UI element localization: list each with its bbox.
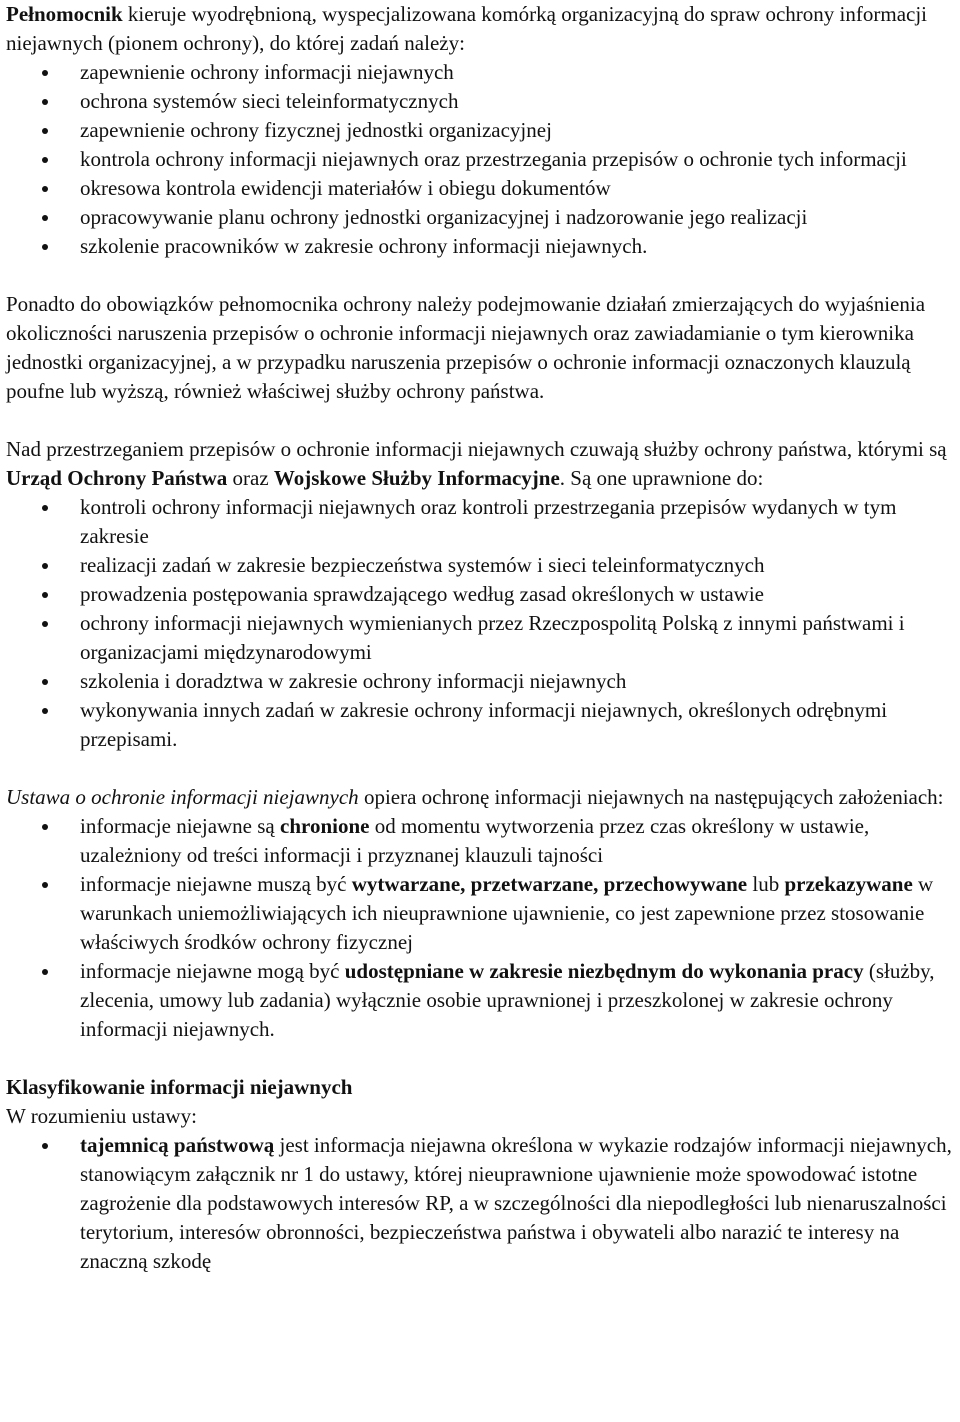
state-services-text-2: oraz: [227, 466, 274, 490]
state-services-text-3: . Są one uprawnione do:: [559, 466, 764, 490]
item-emphasis: chronione: [280, 814, 370, 838]
item-text: jest informacja niejawna określona w wykazie rodzajów informacji niejawnych, stanowiącym załącznik nr 1 do ustawy, której nieuprawnione ujawnienie może spowodować istotne zagrożenie dla podstawowych interesów RP, a w szczególności dla niepodległości lub nienaruszalności terytorium, interesów obronności, bezpieczeństwa państwa i obywateli albo narazić te interesy na znaczną szkodę: [80, 1133, 952, 1273]
list-item: zapewnienie ochrony informacji niejawnych: [6, 58, 954, 87]
item-text: informacje niejawne muszą być: [80, 872, 352, 896]
paragraph-spacer: [6, 406, 954, 435]
list-item: okresowa kontrola ewidencji materiałów i obiegu dokumentów: [6, 174, 954, 203]
paragraph-spacer: [6, 754, 954, 783]
pelnomocnik-paragraph: [6, 0, 954, 58]
item-emphasis: udostępniane w zakresie niezbędnym do wykonania pracy: [344, 959, 864, 983]
act-title: Ustawa o ochronie informacji niejawnych: [6, 785, 359, 809]
list-item: opracowywanie planu ochrony jednostki organizacyjnej i nadzorowanie jego realizacji: [6, 203, 954, 232]
item-emphasis: przekazywane: [784, 872, 913, 896]
list-item: szkolenia i doradztwa w zakresie ochrony informacji niejawnych: [6, 667, 954, 696]
principles-list: [6, 812, 954, 1044]
item-text: (służby, zlecenia, umowy lub zadania) wyłącznie osobie uprawnionej i przeszkolonej w zakresie ochrony informacji niejawnych.: [80, 959, 935, 1041]
classification-intro: W rozumieniu ustawy:: [6, 1104, 197, 1128]
pelnomocnik-duties-list: [6, 58, 954, 261]
item-text: informacje niejawne mogą być: [80, 959, 345, 983]
list-item: [6, 812, 954, 870]
classification-heading: Klasyfikowanie informacji niejawnych: [6, 1075, 353, 1099]
state-services-paragraph: [6, 435, 954, 493]
pelnomocnik-term: Pełnomocnik: [6, 2, 123, 26]
pelnomocnik-intro-text: kieruje wyodrębnioną, wyspecjalizowana komórką organizacyjną do spraw ochrony informacji niejawnych (pionem ochrony), do której zadań należy:: [6, 2, 928, 55]
classification-list: [6, 1131, 954, 1276]
list-item: [6, 957, 954, 1044]
list-item: prowadzenia postępowania sprawdzającego według zasad określonych w ustawie: [6, 580, 954, 609]
item-text: informacje niejawne są: [80, 814, 280, 838]
paragraph-spacer: [6, 261, 954, 290]
services-powers-list: [6, 493, 954, 754]
obligations-paragraph: Ponadto do obowiązków pełnomocnika ochrony należy podejmowanie działań zmierzających do wyjaśnienia okoliczności naruszenia przepisów o ochronie informacji niejawnych oraz zawiadamianie o tym kierownika jednostki organizacyjnej, a w przypadku naruszenia przepisów o ochronie informacji oznaczonych klauzulą poufne lub wyższą, również właściwej służby ochrony państwa.: [6, 292, 926, 403]
list-item: [6, 870, 954, 957]
paragraph-spacer: [6, 1044, 954, 1073]
list-item: kontroli ochrony informacji niejawnych oraz kontroli przestrzegania przepisów wydanych w tym zakresie: [6, 493, 954, 551]
item-emphasis: wytwarzane, przetwarzane, przechowywane: [351, 872, 748, 896]
state-services-text-1: Nad przestrzeganiem przepisów o ochronie informacji niejawnych czuwają służby ochrony państwa, którymi są: [6, 437, 947, 461]
list-item: szkolenie pracowników w zakresie ochrony informacji niejawnych.: [6, 232, 954, 261]
list-item: wykonywania innych zadań w zakresie ochrony informacji niejawnych, określonych odrębnymi przepisami.: [6, 696, 954, 754]
item-text: w warunkach uniemożliwiających ich nieuprawnione ujawnienie, co jest zapewnione przez stosowanie właściwych środków ochrony fizycznej: [80, 872, 934, 954]
item-text: lub: [747, 872, 785, 896]
act-principles-text: opiera ochronę informacji niejawnych na następujących założeniach:: [358, 785, 944, 809]
list-item: ochrona systemów sieci teleinformatycznych: [6, 87, 954, 116]
uop-term: Urząd Ochrony Państwa: [6, 466, 228, 490]
act-principles-paragraph: [6, 783, 954, 812]
list-item: kontrola ochrony informacji niejawnych oraz przestrzegania przepisów o ochronie tych informacji: [6, 145, 954, 174]
item-emphasis: tajemnicą państwową: [80, 1133, 275, 1157]
item-text: od momentu wytworzenia przez czas określony w ustawie, uzależniony od treści informacji i przyznanej klauzuli tajności: [80, 814, 870, 867]
list-item: realizacji zadań w zakresie bezpieczeństwa systemów i sieci teleinformatycznych: [6, 551, 954, 580]
list-item: ochrony informacji niejawnych wymienianych przez Rzeczpospolitą Polską z innymi państwami i organizacjami międzynarodowymi: [6, 609, 954, 667]
list-item: zapewnienie ochrony fizycznej jednostki organizacyjnej: [6, 116, 954, 145]
list-item: [6, 1131, 954, 1276]
wsi-term: Wojskowe Służby Informacyjne: [273, 466, 560, 490]
